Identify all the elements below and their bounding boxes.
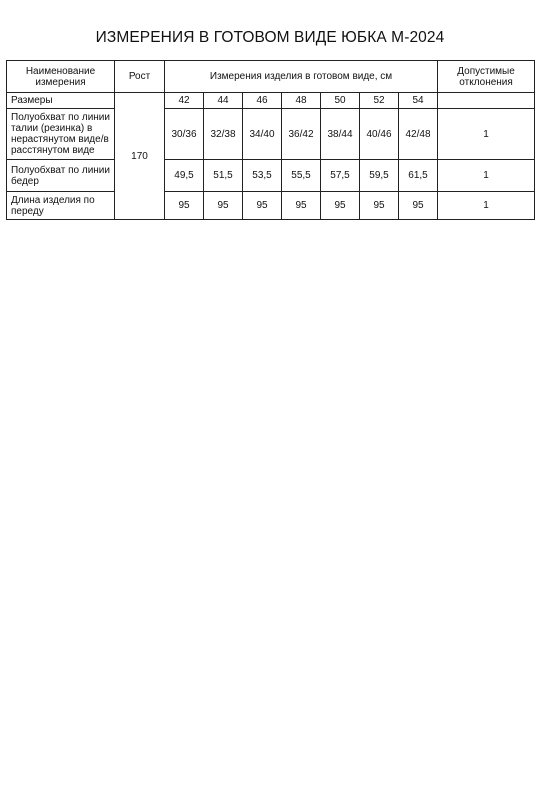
value-cell: 51,5 [204,160,243,192]
value-cell: 57,5 [321,160,360,192]
value-cell: 53,5 [243,160,282,192]
header-name: Наименование измерения [7,61,115,93]
value-cell: 42/48 [399,109,438,160]
height-value: 170 [115,93,165,220]
value-cell: 55,5 [282,160,321,192]
tolerance-cell: 1 [438,109,535,160]
size-cell: 52 [360,93,399,109]
value-cell: 95 [360,192,399,220]
value-cell: 34/40 [243,109,282,160]
header-tolerance: Допустимые отклонения [438,61,535,93]
size-cell: 50 [321,93,360,109]
header-measurements: Измерения изделия в готовом виде, см [165,61,438,93]
tolerance-empty-cell [438,93,535,109]
row-name: Длина изделия по переду [7,192,115,220]
size-cell: 42 [165,93,204,109]
table-row [7,160,535,192]
value-cell: 59,5 [360,160,399,192]
value-cell: 95 [165,192,204,220]
size-cell: 54 [399,93,438,109]
header-row [7,61,535,93]
value-cell: 95 [243,192,282,220]
row-name: Полуобхват по линии бедер [7,160,115,192]
sizes-row [7,93,535,109]
value-cell: 36/42 [282,109,321,160]
value-cell: 40/46 [360,109,399,160]
value-cell: 95 [204,192,243,220]
tolerance-cell: 1 [438,192,535,220]
value-cell: 30/36 [165,109,204,160]
size-cell: 46 [243,93,282,109]
value-cell: 32/38 [204,109,243,160]
value-cell: 95 [399,192,438,220]
value-cell: 61,5 [399,160,438,192]
row-name: Полуобхват по линии талии (резинка) в нерастянутом виде/в расстянутом виде [7,109,115,160]
value-cell: 95 [321,192,360,220]
size-cell: 48 [282,93,321,109]
value-cell: 49,5 [165,160,204,192]
value-cell: 38/44 [321,109,360,160]
measurements-table [6,60,535,220]
table-row [7,192,535,220]
sizes-label: Размеры [7,93,115,109]
page-title: ИЗМЕРЕНИЯ В ГОТОВОМ ВИДЕ ЮБКА М-2024 [95,29,445,46]
value-cell: 95 [282,192,321,220]
size-cell: 44 [204,93,243,109]
tolerance-cell: 1 [438,160,535,192]
header-height: Рост [115,61,165,93]
table-row [7,109,535,160]
